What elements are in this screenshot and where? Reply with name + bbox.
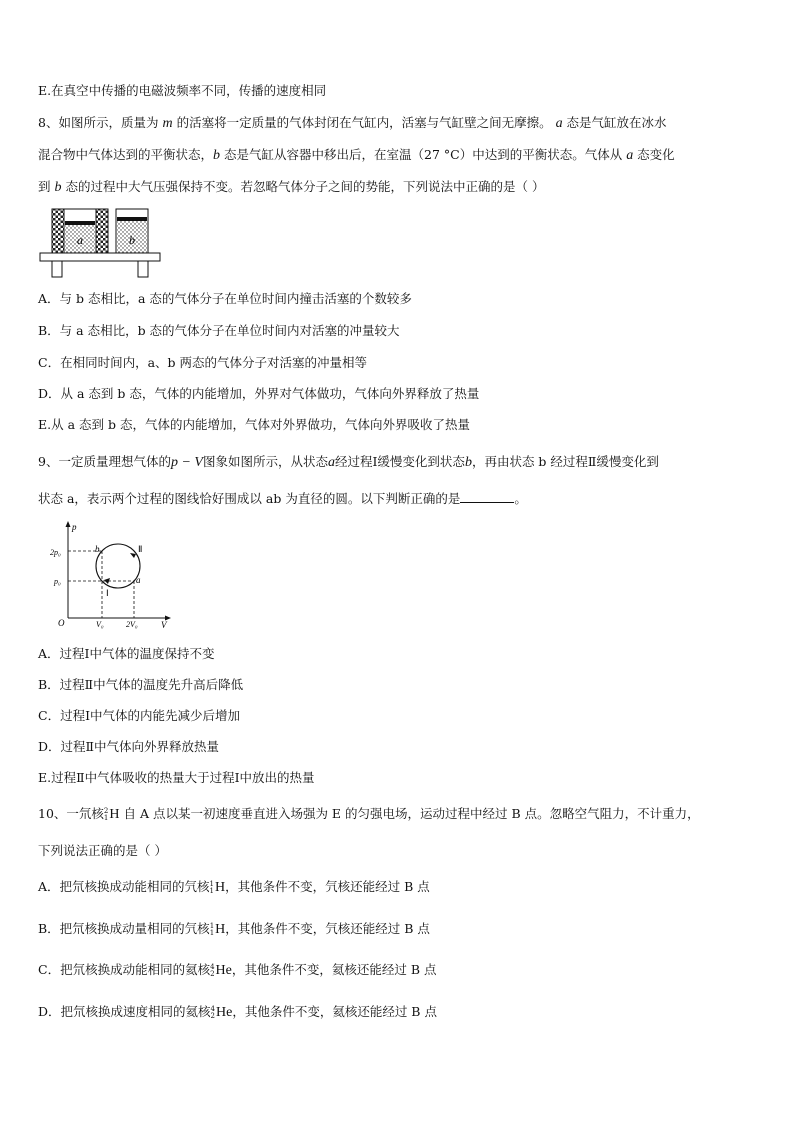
p-axis-label: p	[72, 522, 77, 532]
tick-v0: V₀	[96, 620, 104, 629]
label-b: b	[129, 233, 135, 247]
q8-stem-line3: 到 b 态的过程中大气压强保持不变。若忽略气体分子之间的势能，下列说法中正确的是（ ）	[38, 179, 545, 195]
isotope-deuterium: 2 1	[103, 806, 109, 822]
stand-top	[40, 253, 160, 261]
piston-a	[65, 221, 95, 225]
q8-stem-line2: 混合物中气体达到的平衡状态，b 态是气缸从容器中移出后，在室温（27 °C）中达到的平衡状态。气体从 a 态变化	[38, 147, 675, 163]
q8-option-c: C．在相同时间内，a、b 两态的气体分子对活塞的冲量相等	[38, 355, 367, 370]
q9-option-d: D．过程Ⅱ中气体向外界释放热量	[38, 739, 220, 754]
q10-option-c: C．把氘核换成动能相同的氦核 4 2 He，其他条件不变，氦核还能经过 B 点	[38, 962, 437, 978]
arrow-process-2	[130, 553, 136, 558]
piston-b	[117, 217, 147, 221]
q9-stem-line1: 9、一定质量理想气体的p − V图象如图所示，从状态a经过程Ⅰ缓慢变化到状态b，再由状态 b 经过程Ⅱ缓慢变化到	[38, 454, 659, 470]
q10-stem-line1: 10、一氘核 2 1 H 自 A 点以某一初速度垂直进入场强为 E 的匀强电场，运动过程中经过 B 点。忽略空气阻力，不计重力，	[38, 806, 700, 822]
point-a-label: a	[136, 575, 141, 585]
point-b-label: b	[95, 544, 100, 554]
tick-2v0: 2V₀	[126, 620, 138, 629]
process-1-label: Ⅰ	[106, 588, 109, 598]
q9-option-e: E.过程Ⅱ中气体吸收的热量大于过程Ⅰ中放出的热量	[38, 770, 315, 785]
q9-stem-line2: 状态 a，表示两个过程的图线恰好围成以 ab 为直径的圆。以下判断正确的是 。	[38, 491, 527, 506]
q8-option-d: D．从 a 态到 b 态，气体的内能增加，外界对气体做功，气体向外界释放了热量	[38, 386, 480, 401]
q10-option-d: D．把氘核换成速度相同的氦核 4 2 He，其他条件不变，氦核还能经过 B 点	[38, 1004, 437, 1020]
q7-option-e: E.在真空中传播的电磁波频率不同，传播的速度相同	[38, 83, 327, 98]
q8-option-b: B．与 a 态相比，b 态的气体分子在单位时间内对活塞的冲量较大	[38, 323, 400, 338]
tick-2p0: 2p₀	[50, 548, 61, 557]
p-axis-arrow	[66, 521, 71, 527]
q10-option-a: A．把氘核换成动能相同的氕核 1 1 H，其他条件不变，氕核还能经过 B 点	[38, 879, 430, 895]
origin-label: O	[58, 618, 65, 628]
stand-leg-right	[138, 261, 148, 277]
tick-p0: p₀	[54, 577, 61, 586]
q8-stem-line1: 8、如图所示，质量为 m 的活塞将一定质量的气体封闭在气缸内，活塞与气缸壁之间无摩擦。 a 态是气缸放在冰水	[38, 115, 667, 131]
stand-leg-left	[52, 261, 62, 277]
q10-option-b: B．把氘核换成动量相同的氕核 1 1 H，其他条件不变，氕核还能经过 B 点	[38, 921, 430, 937]
answer-blank	[460, 490, 514, 503]
q9-option-c: C．过程Ⅰ中气体的内能先减少后增加	[38, 708, 241, 723]
q8-option-e: E.从 a 态到 b 态，气体的内能增加，气体对外界做功，气体向外界吸收了热量	[38, 417, 470, 432]
q9-option-a: A．过程Ⅰ中气体的温度保持不变	[38, 646, 215, 661]
q9-pv-graph	[50, 520, 174, 630]
q10-stem-line2: 下列说法正确的是（ ）	[38, 843, 167, 858]
label-a: a	[77, 233, 83, 247]
q9-option-b: B．过程Ⅱ中气体的温度先升高后降低	[38, 677, 244, 692]
q8-option-a: A．与 b 态相比，a 态的气体分子在单位时间内撞击活塞的个数较多	[38, 291, 412, 306]
v-axis-label: V	[161, 620, 167, 630]
process-2-label: Ⅱ	[138, 544, 143, 554]
q8-cylinder-figure	[38, 203, 162, 279]
